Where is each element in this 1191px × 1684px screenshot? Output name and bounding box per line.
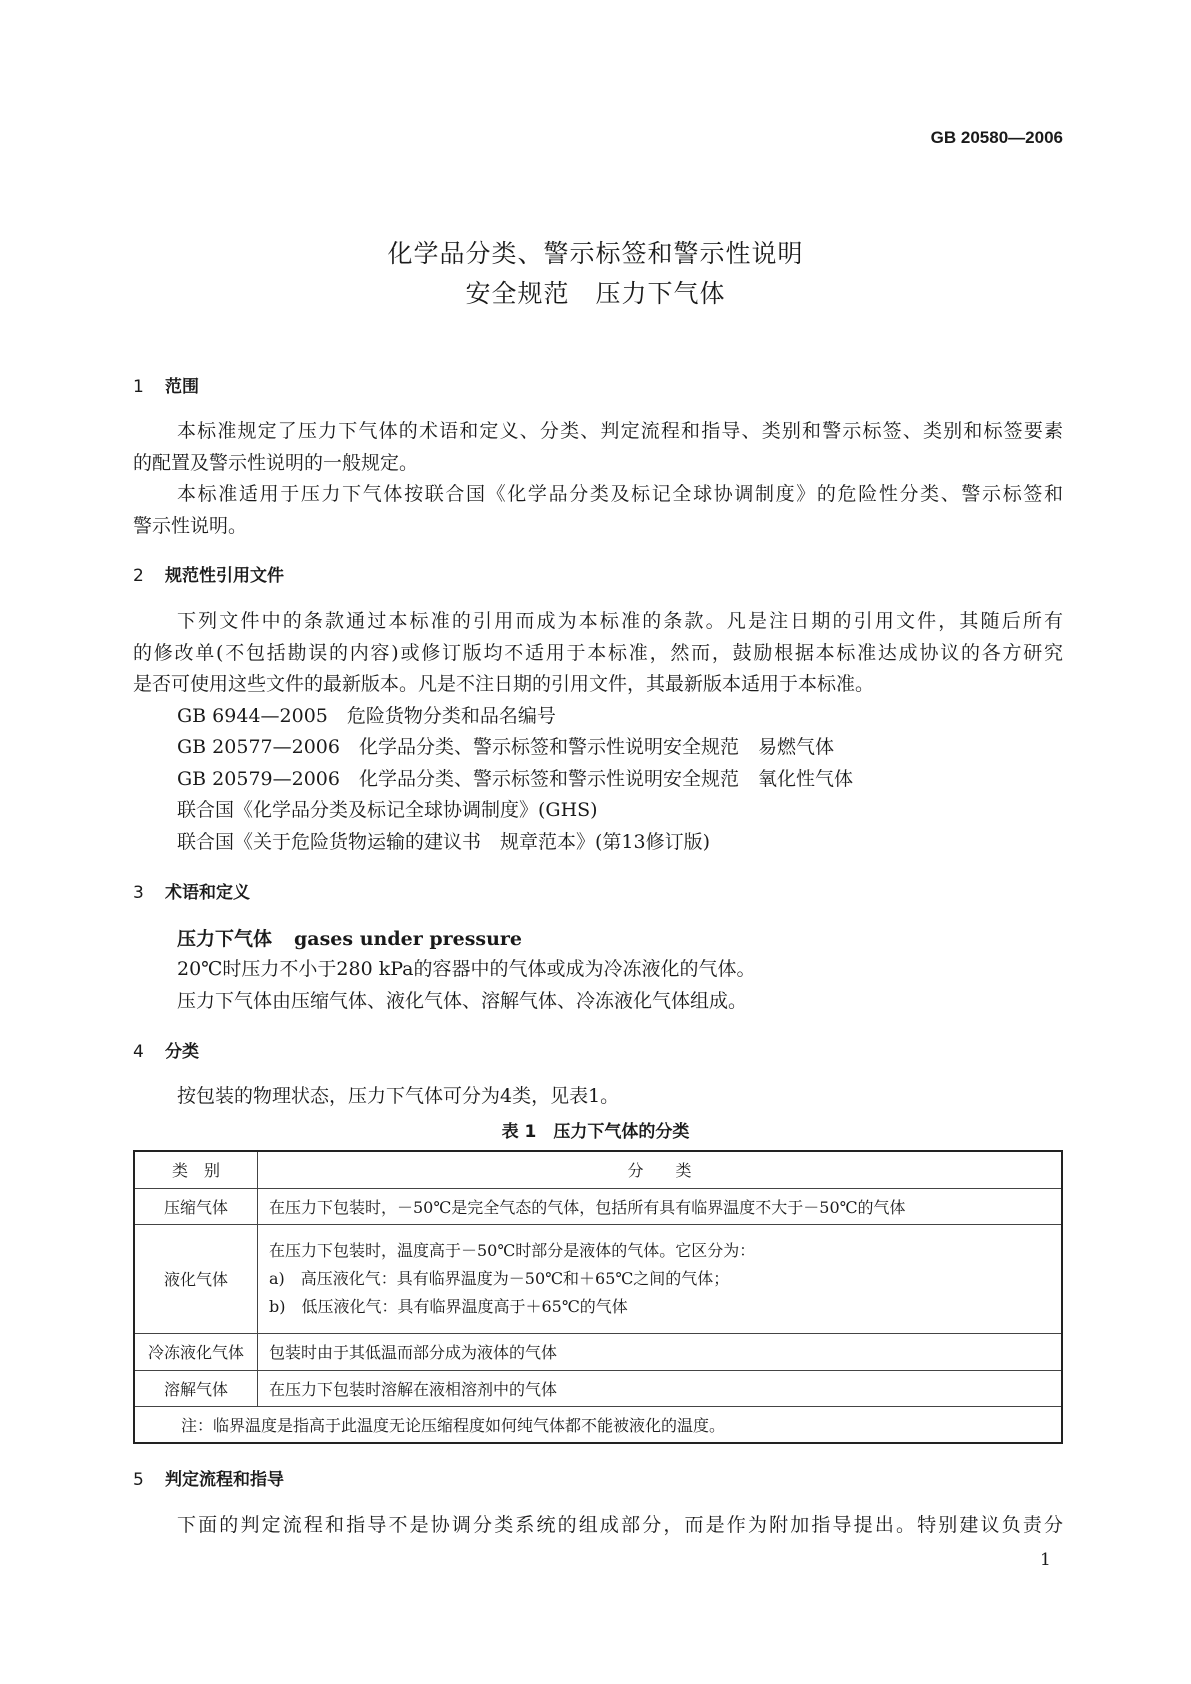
section-number: 1 xyxy=(133,377,144,397)
row-category: 溶解气体 xyxy=(134,1370,258,1406)
paragraph-line: 本标准规定了压力下气体的术语和定义、分类、判定流程和指导、类别和警示标签、类别和标签要素 xyxy=(177,420,1063,442)
paragraph-line: 20℃时压力不小于280 kPa的容器中的气体或成为冷冻液化的气体。 xyxy=(177,958,756,980)
paragraph-line: 警示性说明。 xyxy=(133,515,248,537)
standard-code: GB 20580—2006 xyxy=(930,128,1063,147)
document-title-line2: 安全规范 压力下气体 xyxy=(465,279,726,308)
paragraph-line: 的配置及警示性说明的一般规定。 xyxy=(133,452,419,474)
reference-item: 联合国《化学品分类及标记全球协调制度》(GHS) xyxy=(177,799,598,821)
section-2-heading xyxy=(133,561,284,586)
section-4-heading xyxy=(133,1037,199,1062)
section-5-heading xyxy=(133,1465,284,1490)
row-category: 冷冻液化气体 xyxy=(134,1333,258,1370)
section-number: 5 xyxy=(133,1470,144,1490)
term-english: gases under pressure xyxy=(294,928,523,950)
section-number: 3 xyxy=(133,883,144,903)
table-row xyxy=(134,1224,1062,1333)
page-number: 1 xyxy=(1040,1550,1051,1570)
table-caption: 表 1 压力下气体的分类 xyxy=(501,1122,690,1142)
section-title: 分类 xyxy=(165,1042,199,1062)
section-title: 范围 xyxy=(165,377,199,397)
description-line: b) 低压液化气：具有临界温度高于＋65℃的气体 xyxy=(269,1296,628,1316)
table-note-row xyxy=(134,1406,1062,1443)
table-row xyxy=(134,1188,1062,1224)
section-number: 2 xyxy=(133,566,144,586)
table-note: 注：临界温度是指高于此温度无论压缩程度如何纯气体都不能被液化的温度。 xyxy=(134,1406,1062,1443)
paragraph-line: 的修改单(不包括勘误的内容)或修订版均不适用于本标准，然而，鼓励根据本标准达成协议的各方研究 xyxy=(133,642,1063,664)
reference-item: GB 6944—2005 危险货物分类和品名编号 xyxy=(177,705,556,727)
reference-item: GB 20577—2006 化学品分类、警示标签和警示性说明安全规范 易燃气体 xyxy=(177,736,834,758)
term-entry xyxy=(177,927,522,951)
paragraph-line: 压力下气体由压缩气体、液化气体、溶解气体、冷冻液化气体组成。 xyxy=(177,990,748,1012)
table-header-row xyxy=(134,1151,1062,1188)
section-1-heading xyxy=(133,372,199,397)
section-number: 4 xyxy=(133,1042,144,1062)
row-category: 压缩气体 xyxy=(134,1188,258,1224)
section-title: 判定流程和指导 xyxy=(165,1470,284,1490)
table-row xyxy=(134,1370,1062,1406)
classification-table xyxy=(133,1150,1063,1444)
section-3-heading xyxy=(133,878,250,903)
row-description: 在压力下包装时，－50℃是完全气态的气体，包括所有具有临界温度不大于－50℃的气体 xyxy=(258,1188,1063,1224)
header-category: 类 别 xyxy=(134,1151,258,1188)
paragraph-line: 按包装的物理状态，压力下气体可分为4类，见表1。 xyxy=(177,1085,620,1107)
header-classification: 分 类 xyxy=(258,1151,1063,1188)
paragraph-line: 是否可使用这些文件的最新版本。凡是不注日期的引用文件，其最新版本适用于本标准。 xyxy=(133,673,875,695)
row-description xyxy=(258,1224,1063,1333)
paragraph-line: 下列文件中的条款通过本标准的引用而成为本标准的条款。凡是注日期的引用文件，其随后所有 xyxy=(177,610,1063,632)
paragraph-line: 本标准适用于压力下气体按联合国《化学品分类及标记全球协调制度》的危险性分类、警示标签和 xyxy=(177,483,1063,505)
table-row xyxy=(134,1333,1062,1370)
paragraph-line: 下面的判定流程和指导不是协调分类系统的组成部分，而是作为附加指导提出。特别建议负责分 xyxy=(177,1514,1063,1536)
description-line: a) 高压液化气：具有临界温度为－50℃和＋65℃之间的气体； xyxy=(269,1268,730,1288)
description-line: 在压力下包装时，温度高于－50℃时部分是液体的气体。它区分为： xyxy=(269,1240,756,1260)
row-category: 液化气体 xyxy=(134,1224,258,1333)
reference-item: 联合国《关于危险货物运输的建议书 规章范本》(第13修订版) xyxy=(177,831,711,853)
document-title-line1: 化学品分类、警示标签和警示性说明 xyxy=(387,239,804,268)
section-title: 规范性引用文件 xyxy=(165,566,284,586)
row-description: 在压力下包装时溶解在液相溶剂中的气体 xyxy=(258,1370,1063,1406)
reference-item: GB 20579—2006 化学品分类、警示标签和警示性说明安全规范 氧化性气体 xyxy=(177,768,853,790)
section-title: 术语和定义 xyxy=(165,883,250,903)
row-description: 包装时由于其低温而部分成为液体的气体 xyxy=(258,1333,1063,1370)
term-chinese: 压力下气体 xyxy=(177,928,273,950)
